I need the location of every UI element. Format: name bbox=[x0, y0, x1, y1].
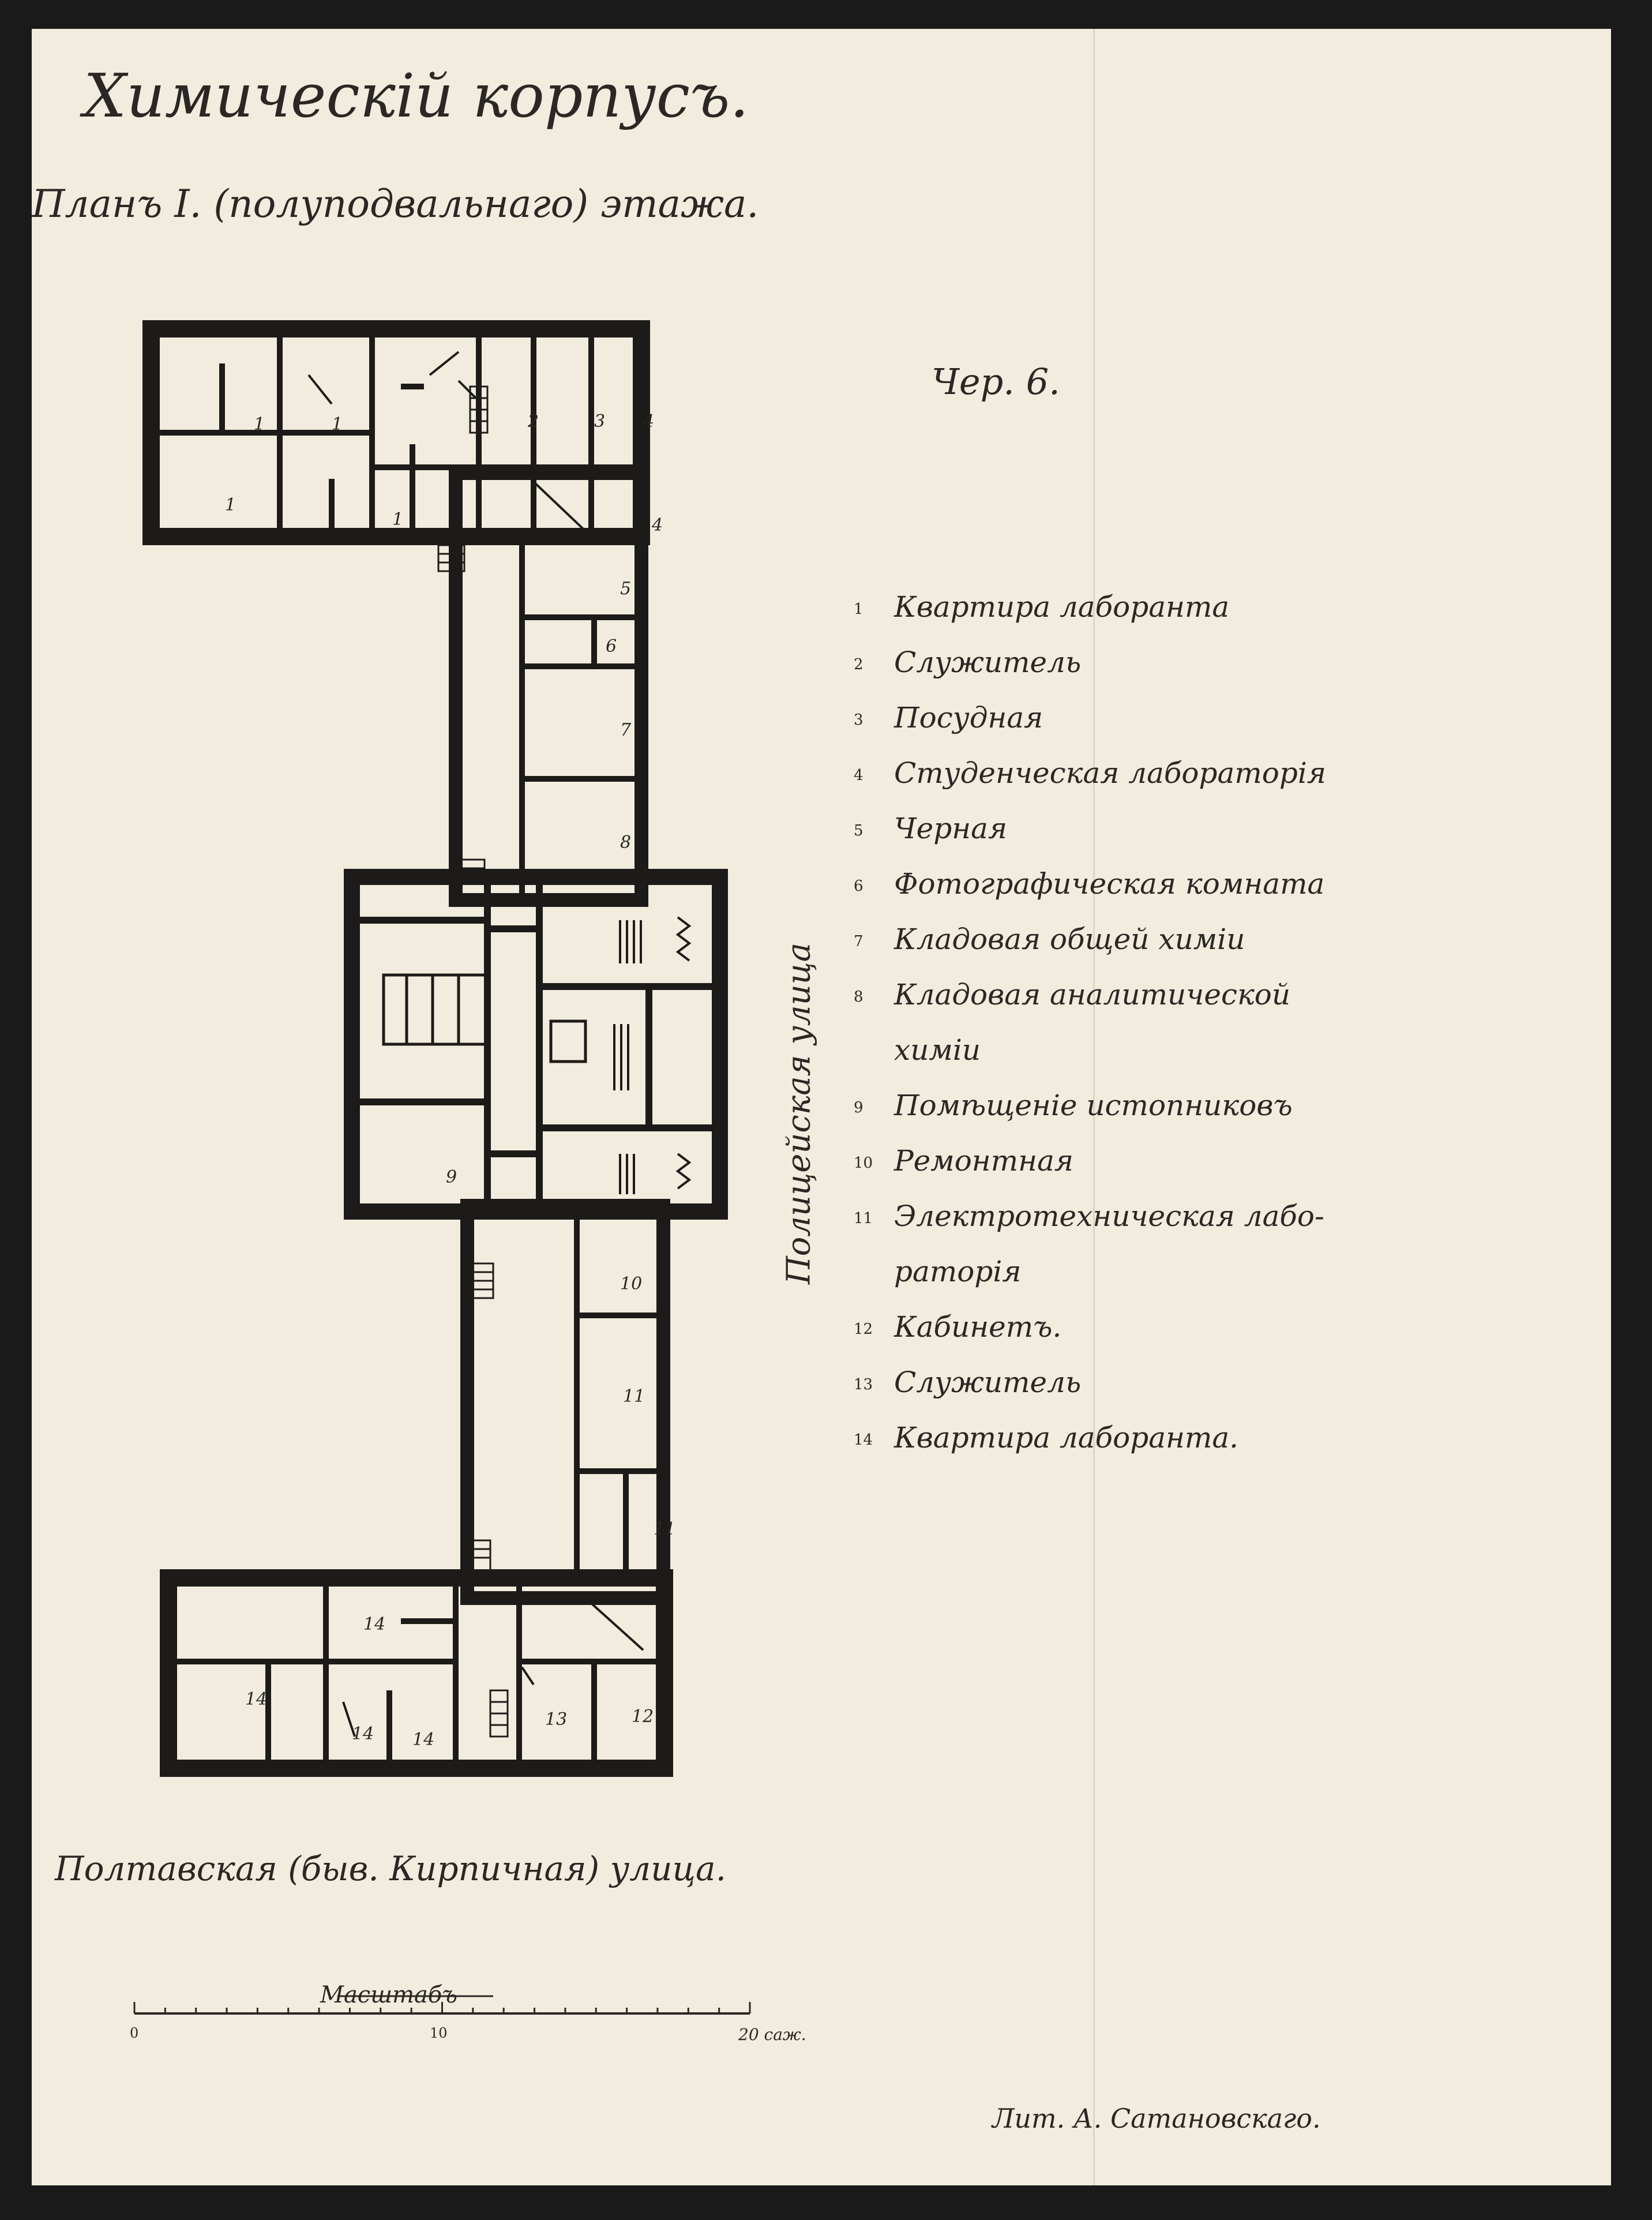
street-label-right: Полицейская улица bbox=[780, 942, 818, 1285]
room-label: 12 bbox=[632, 1707, 654, 1727]
room-label: 1 bbox=[332, 414, 343, 434]
legend-row bbox=[854, 1361, 1575, 1416]
legend-row bbox=[854, 1416, 1575, 1472]
legend-text: Кабинетъ. bbox=[894, 1310, 1062, 1344]
room-label: 8 bbox=[620, 832, 632, 853]
legend-number: 5 bbox=[854, 822, 863, 839]
legend-text: Помѣщеніе истопниковъ bbox=[894, 1089, 1293, 1122]
legend-number: 6 bbox=[854, 877, 863, 895]
legend-row bbox=[854, 641, 1575, 696]
room-label: 1 bbox=[254, 414, 265, 434]
legend-text: Студенческая лабораторія bbox=[894, 756, 1326, 790]
legend-row bbox=[854, 1084, 1575, 1139]
scale-title: Масштабъ bbox=[320, 1982, 457, 2008]
legend-text: Кладовая общей химіи bbox=[894, 922, 1245, 956]
room-label: 7 bbox=[620, 720, 632, 740]
legend-number: 9 bbox=[854, 1099, 863, 1116]
room-label: 9 bbox=[446, 1167, 457, 1187]
legend-number: 7 bbox=[854, 933, 863, 950]
legend-text: Квартира лаборанта bbox=[894, 590, 1230, 624]
legend-row bbox=[854, 1195, 1575, 1250]
legend-row bbox=[854, 1250, 1575, 1306]
legend-row bbox=[854, 1306, 1575, 1361]
legend-number: 11 bbox=[854, 1210, 873, 1227]
room-label: 14 bbox=[352, 1724, 374, 1744]
scale-tick-10: 10 bbox=[430, 2025, 448, 2041]
legend-text: раторія bbox=[894, 1255, 1022, 1288]
room-label: 1 bbox=[392, 509, 404, 530]
title: Химическій корпусъ. bbox=[84, 61, 749, 131]
legend-row bbox=[854, 807, 1575, 862]
legend-text: Посудная bbox=[894, 701, 1043, 734]
legend-number: 12 bbox=[854, 1321, 873, 1338]
room-label: 5 bbox=[620, 579, 632, 599]
legend-row bbox=[854, 752, 1575, 807]
legend-text: Служитель bbox=[894, 1366, 1082, 1399]
legend-number: 1 bbox=[854, 601, 863, 618]
legend-row bbox=[854, 586, 1575, 641]
lithographer-credit: Лит. А. Сатановскаго. bbox=[992, 2103, 1321, 2134]
legend-number: 10 bbox=[854, 1154, 873, 1172]
paper-sheet bbox=[32, 29, 1611, 2185]
legend-text: Квартира лаборанта. bbox=[894, 1421, 1239, 1454]
legend-text: Служитель bbox=[894, 646, 1082, 679]
room-label: 3 bbox=[594, 411, 606, 432]
subtitle: Планъ I. (полуподвальнаго) этажа. bbox=[32, 182, 759, 226]
legend-number: 13 bbox=[854, 1376, 873, 1393]
legend-text: Кладовая аналитической bbox=[894, 978, 1291, 1011]
room-label: 4 bbox=[643, 411, 655, 432]
legend bbox=[854, 586, 1575, 1472]
legend-text: Черная bbox=[894, 812, 1008, 845]
room-label: 6 bbox=[606, 636, 617, 657]
legend-number: 4 bbox=[854, 767, 863, 784]
legend-row bbox=[854, 1029, 1575, 1084]
scale-tick-0: 0 bbox=[130, 2025, 139, 2041]
legend-row bbox=[854, 973, 1575, 1029]
room-label: 14 bbox=[412, 1730, 435, 1750]
legend-number: 3 bbox=[854, 711, 863, 729]
legend-row bbox=[854, 862, 1575, 918]
room-label: 14 bbox=[245, 1689, 268, 1709]
legend-text: химіи bbox=[894, 1033, 981, 1067]
scale-tick-20: 20 саж. bbox=[738, 2025, 806, 2044]
sheet-number: Чер. 6. bbox=[932, 361, 1060, 403]
legend-row bbox=[854, 696, 1575, 752]
room-label: 13 bbox=[545, 1709, 568, 1730]
room-label: 10 bbox=[620, 1274, 643, 1294]
room-label: 11 bbox=[654, 1519, 676, 1539]
legend-number: 8 bbox=[854, 988, 863, 1006]
street-label-bottom: Полтавская (быв. Кирпичная) улица. bbox=[55, 1849, 727, 1888]
legend-text: Ремонтная bbox=[894, 1144, 1073, 1178]
legend-row bbox=[854, 1139, 1575, 1195]
legend-row bbox=[854, 918, 1575, 973]
room-label: 4 bbox=[652, 515, 663, 535]
legend-text: Фотографическая комната bbox=[894, 867, 1325, 901]
room-label: 14 bbox=[363, 1614, 386, 1634]
legend-text: Электротехническая лабо- bbox=[894, 1199, 1324, 1233]
legend-number: 14 bbox=[854, 1431, 873, 1449]
room-label: 11 bbox=[623, 1386, 645, 1407]
legend-number: 2 bbox=[854, 656, 863, 673]
room-label: 1 bbox=[225, 495, 236, 515]
room-label: 2 bbox=[528, 411, 539, 432]
